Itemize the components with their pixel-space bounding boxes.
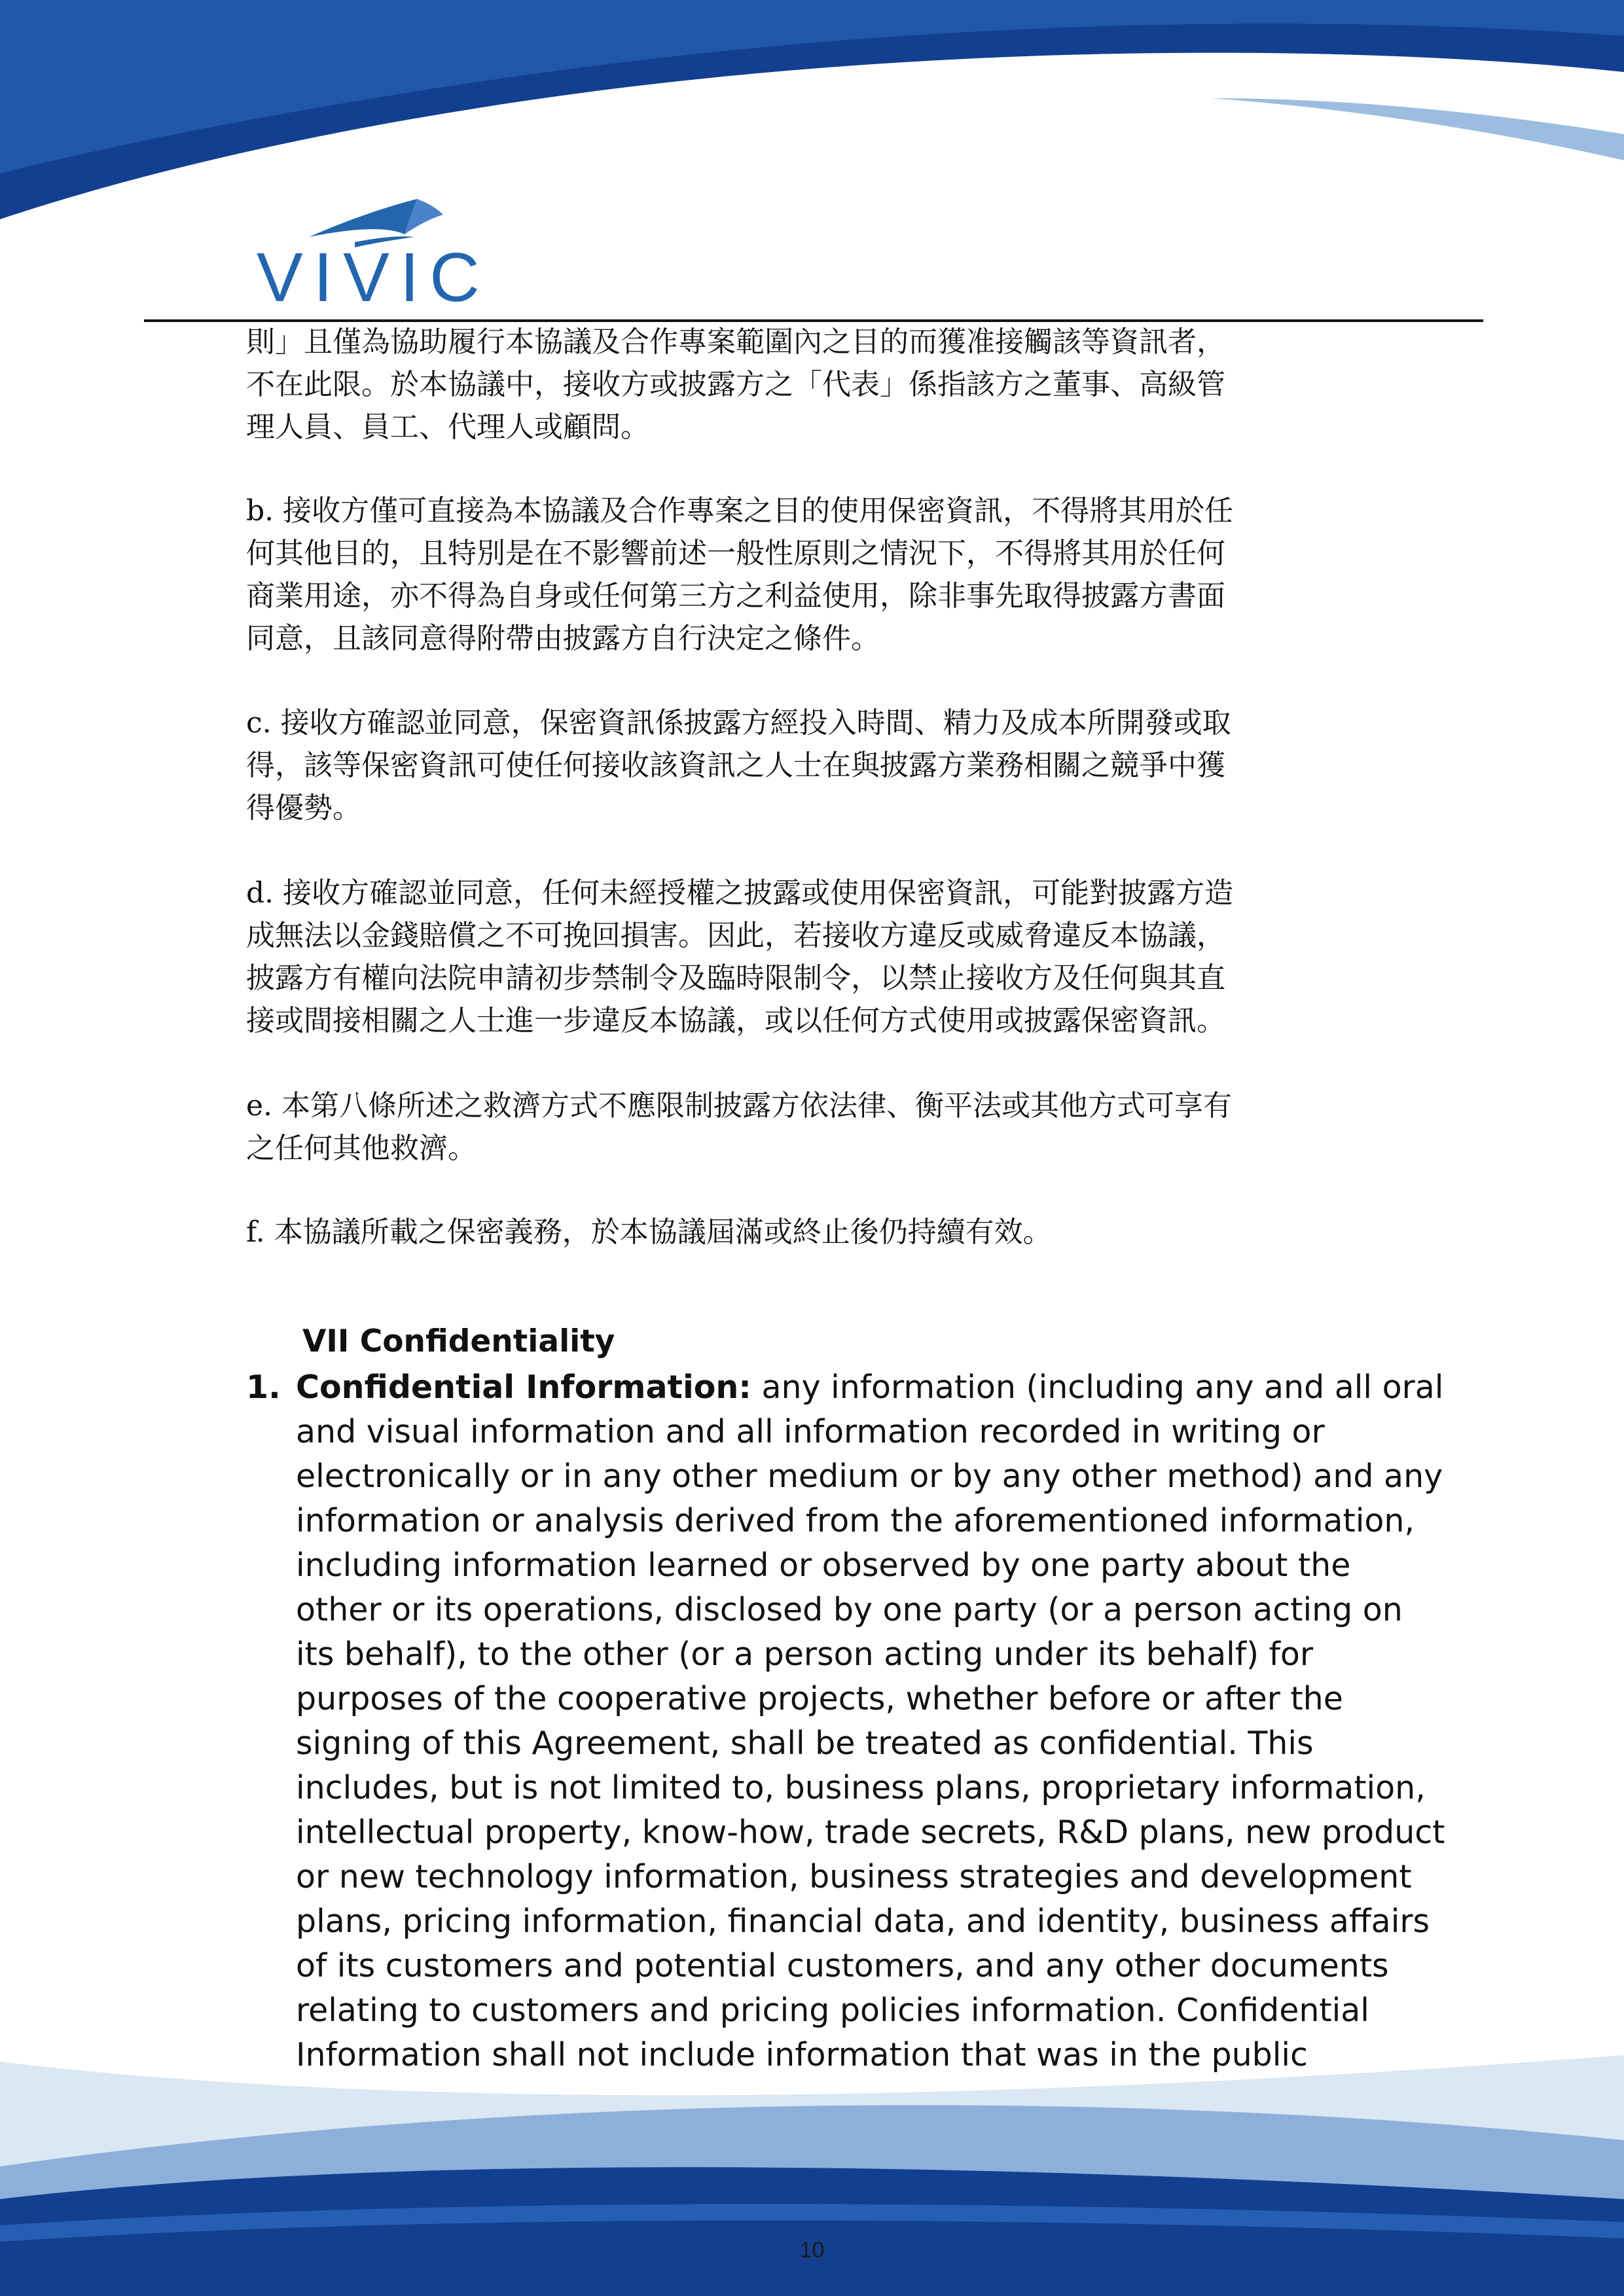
clause-line: electronically or in any other medium or by any other method) and any <box>296 1458 1443 1495</box>
header-wave-accent-thin <box>1388 81 1624 105</box>
zh-line: 理人員、員工、代理人或顧問。 <box>246 410 649 444</box>
clause-line: other or its operations, disclosed by one party (or a person acting on <box>296 1591 1403 1628</box>
list-item-number: 1. <box>246 1369 281 1406</box>
zh-paragraph-d <box>246 872 1385 1042</box>
zh-line: d. 接收方確認並同意，任何未經授權之披露或使用保密資訊，可能對披露方造 <box>246 876 1234 910</box>
zh-line: 則」且僅為協助履行本協議及合作專案範圍內之目的而獲准接觸該等資訊者， <box>246 325 1225 359</box>
logo-swoosh-icon <box>309 199 417 237</box>
clause-line: includes, but is not limited to, business plans, proprietary information, <box>296 1769 1426 1806</box>
header-wave-accent <box>1211 98 1624 160</box>
zh-line: 何其他目的，且特別是在不影響前述一般性原則之情況下，不得將其用於任何 <box>246 537 1225 570</box>
clause-line: any information (including any and all oral <box>751 1369 1444 1406</box>
logo-wordmark: VIVIC <box>257 239 490 308</box>
zh-paragraph-f <box>246 1211 1385 1253</box>
zh-paragraph-b <box>246 490 1385 660</box>
zh-line: c. 接收方確認並同意，保密資訊係披露方經投入時間、精力及成本所開發或取 <box>246 706 1231 740</box>
clause-line: purposes of the cooperative projects, whether before or after the <box>296 1680 1343 1717</box>
clause-line: or new technology information, business strategies and development <box>296 1858 1412 1895</box>
zh-line: e. 本第八條所述之救濟方式不應限制披露方依法律、衡平法或其他方式可享有 <box>246 1089 1233 1122</box>
zh-line: 不在此限。於本協議中，接收方或披露方之「代表」係指該方之董事、高級管 <box>246 368 1225 401</box>
clause-line: information or analysis derived from the aforementioned information, <box>296 1502 1415 1539</box>
clause-line: Information shall not include information that was in the public <box>296 2036 1308 2073</box>
confidential-information-clause <box>296 1365 1445 2077</box>
zh-line: 披露方有權向法院申請初步禁制令及臨時限制令，以禁止接收方及任何與其直 <box>246 961 1225 995</box>
clause-line: of its customers and potential customers, and any other documents <box>296 1947 1389 1984</box>
defined-term: Confidential Information: <box>296 1369 751 1406</box>
clause-first-line <box>296 1365 1444 1410</box>
clause-line: signing of this Agreement, shall be treated as confidential. This <box>296 1725 1314 1762</box>
clause-line: plans, pricing information, financial data, and identity, business affairs <box>296 1903 1430 1940</box>
clause-line: and visual information and all information recorded in writing or <box>296 1413 1325 1450</box>
clause-line: relating to customers and pricing policies information. Confidential <box>296 1992 1369 2029</box>
clause-line: its behalf), to the other (or a person acting under its behalf) for <box>296 1636 1314 1673</box>
zh-line: f. 本協議所載之保密義務，於本協議屆滿或終止後仍持續有效。 <box>246 1215 1052 1249</box>
zh-paragraph-e <box>246 1085 1385 1170</box>
section-heading: VII Confidentiality <box>302 1323 615 1359</box>
clause-line: including information learned or observed by one party about the <box>296 1547 1351 1584</box>
zh-paragraph-c <box>246 702 1385 829</box>
zh-line: 同意，且該同意得附帶由披露方自行決定之條件。 <box>246 622 880 655</box>
vivic-logo <box>257 196 518 308</box>
zh-paragraph-a-continued <box>246 321 1385 448</box>
footer-wave-band-dark <box>0 2167 1624 2296</box>
vivic-logo-mark <box>257 196 518 308</box>
zh-line: 接或間接相關之人士進一步違反本協議，或以任何方式使用或披露保密資訊。 <box>246 1004 1225 1037</box>
page-number: 10 <box>799 2238 825 2263</box>
zh-line: 商業用途，亦不得為自身或任何第三方之利益使用，除非事先取得披露方書面 <box>246 579 1225 613</box>
clause-line: intellectual property, know-how, trade secrets, R&D plans, new product <box>296 1814 1445 1851</box>
zh-line: 之任何其他救濟。 <box>246 1132 477 1165</box>
zh-line: 成無法以金錢賠償之不可挽回損害。因此，若接收方違反或威脅違反本協議， <box>246 919 1225 952</box>
zh-line: b. 接收方僅可直接為本協議及合作專案之目的使用保密資訊，不得將其用於任 <box>246 494 1234 528</box>
zh-line: 得優勢。 <box>246 791 361 825</box>
zh-line: 得，該等保密資訊可使任何接收該資訊之人士在與披露方業務相關之競爭中獲 <box>246 749 1225 782</box>
header-wave-decoration <box>0 0 1624 340</box>
